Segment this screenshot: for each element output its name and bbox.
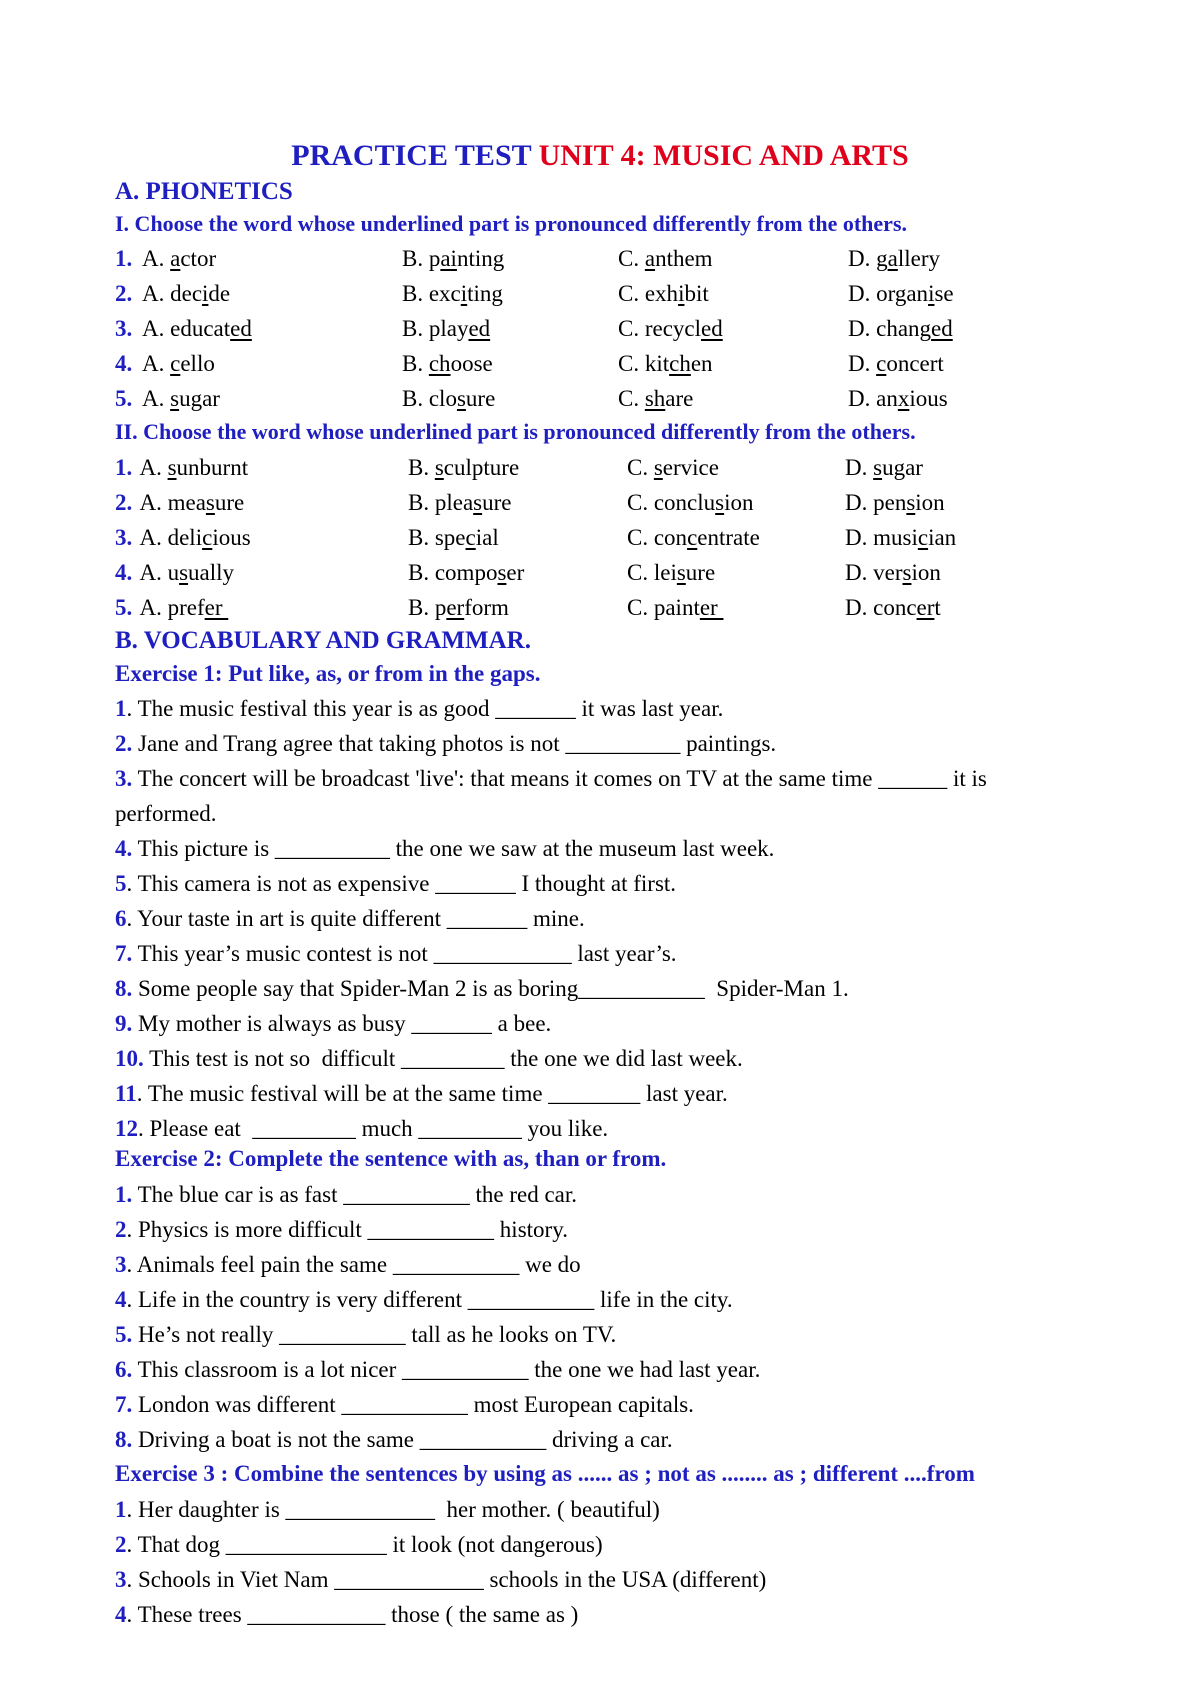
option-b [402,347,493,381]
underlined-sound: s [873,455,883,480]
underlined-sound: s [906,490,916,515]
exercise1-heading: Exercise 1: Put like, as, or from in the gaps. [115,661,541,686]
question-number: 1. [115,246,133,271]
exercise-line [115,972,849,1006]
option-d [845,591,941,625]
question-number: 2. [115,281,133,306]
option-text: C. conclu [627,490,716,515]
underlined-sound: a [887,246,898,271]
option-a [142,382,220,416]
underlined-sound: ed [468,316,491,341]
item-text: . These trees ____________ those ( the same as ) [126,1602,579,1627]
item-text: The concert will be broadcast 'live': that means it comes on TV at the same time ______ it is [132,766,987,791]
option-d [848,277,954,311]
option-d [845,556,941,590]
option-d [848,312,953,346]
question-row [0,382,1200,416]
exercise-line [115,797,217,831]
underlined-sound: i [678,281,685,306]
item-number: 3 [115,1567,127,1592]
item-text: . This camera is not as expensive _______ I thought at first. [126,871,677,896]
item-text: The blue car is as fast ___________ the red car. [132,1182,577,1207]
item-text: . The music festival will be at the same time ________ last year. [136,1081,728,1106]
option-text: C. lei [627,560,677,585]
item-text: . Please eat _________ much _________ you like. [138,1116,609,1141]
question-number: 4. [115,560,133,585]
option-text: bit [684,281,709,306]
option-b [408,451,519,485]
item-number: 7. [115,941,133,966]
underlined-sound: i [202,281,209,306]
underlined-sound: s [179,560,189,585]
option-c [627,521,760,555]
option-text: ting [467,281,503,306]
option-text: ervice [662,455,719,480]
exercise-line [115,1563,766,1597]
option-text: ious [212,525,251,550]
underlined-sound: c [202,525,213,550]
question-number: 3. [115,316,133,341]
option-b [402,277,503,311]
item-number: 2 [115,1532,127,1557]
option-text: D. ver [845,560,903,585]
question-number: 1. [115,455,133,480]
option-text: C. recycl [618,316,702,341]
option-text: C. [627,455,654,480]
item-text: This classroom is a lot nicer ___________ the one we had last year. [132,1357,761,1382]
exercise-line [115,1528,603,1562]
underlined-sound: ch [428,351,451,376]
option-text: ure [465,386,496,411]
exercise-line [115,692,723,726]
item-number: 5. [115,1322,133,1347]
item-number: 5 [115,871,127,896]
underlined-sound: er [916,595,935,620]
option-text: B. clo [402,386,457,411]
underlined-sound: ed [230,316,252,341]
option-text: D. chang [848,316,932,341]
option-text: B. [408,455,435,480]
option-b [408,556,524,590]
option-text: unburnt [176,455,249,480]
exercise-line [115,902,585,936]
exercise2-heading: Exercise 2: Complete the sentence with as, than or from. [115,1146,667,1171]
underlined-sound: c [917,525,929,550]
item-number: 3 [115,1252,127,1277]
section-b-heading: B. VOCABULARY AND GRAMMAR. [115,627,531,654]
option-text: ure [482,490,512,515]
item-number: 10. [115,1046,144,1071]
option-a [135,486,244,520]
option-text: C. kit [618,351,670,376]
item-number: 6 [115,906,127,931]
option-d [848,347,944,381]
exercise-line [115,1248,581,1282]
option-text: ctor [180,246,217,271]
option-a [135,451,248,485]
part1-instruction: I. Choose the word whose underlined part is pronounced differently from the others. [115,211,908,236]
option-text: D. musi [845,525,918,550]
item-number: 1. [115,1182,133,1207]
item-text: My mother is always as busy _______ a bee. [132,1011,552,1036]
option-a [142,242,216,276]
item-text: Driving a boat is not the same ___________ driving a car. [132,1427,673,1452]
option-text: B. compo [408,560,498,585]
option-text: ugar [882,455,923,480]
option-text: oncert [886,351,944,376]
underlined-sound: x [897,386,910,411]
underlined-sound: a [644,246,656,271]
question-row [0,347,1200,381]
option-text: D. organ [848,281,929,306]
question-row [0,277,1200,311]
section-a-heading: A. PHONETICS [115,178,293,205]
item-text: . Life in the country is very different ___________ life in the city. [126,1287,733,1312]
option-c [627,451,719,485]
option-c [627,591,723,625]
item-number: 1 [115,1497,127,1522]
question-number: 5. [115,386,133,411]
option-text: B. exc [402,281,461,306]
option-b [408,521,499,555]
option-text: A. deli [135,525,203,550]
option-b [408,591,509,625]
option-text: A. [142,386,171,411]
option-text: A. dec [142,281,203,306]
option-a [135,591,228,625]
underlined-sound: ed [701,316,723,341]
item-text: . Schools in Viet Nam _____________ schools in the USA (different) [126,1567,767,1592]
item-number: 4 [115,1287,127,1312]
underlined-sound: s [456,386,466,411]
option-c [618,312,723,346]
option-text: A. [135,455,168,480]
underlined-sound: sh [644,386,666,411]
item-text: London was different ___________ most European capitals. [132,1392,694,1417]
item-number: 3. [115,766,133,791]
option-a [135,521,251,555]
option-text: er [506,560,525,585]
exercise-line [115,762,987,796]
underlined-sound: c [876,351,887,376]
option-text: ial [475,525,499,550]
exercise-line [115,1493,660,1527]
exercise-line [115,1178,577,1212]
option-c [627,556,715,590]
item-text: performed. [115,801,217,826]
question-row [0,591,1200,625]
item-text: . That dog ______________ it look (not dangerous) [126,1532,603,1557]
exercise-line [115,1112,608,1146]
option-b [402,242,504,276]
question-row [0,486,1200,520]
underlined-sound: s [715,490,725,515]
option-text: B. p [408,595,447,620]
exercise-line [115,1007,551,1041]
underlined-sound: er [446,595,465,620]
underlined-sound: c [687,525,698,550]
option-text: llery [897,246,940,271]
option-text: B. play [402,316,469,341]
exercise-line [115,832,774,866]
item-text: Jane and Trang agree that taking photos is not __________ paintings. [132,731,777,756]
option-text: ian [928,525,957,550]
exercise3-heading: Exercise 3 : Combine the sentences by using as ...... as ; not as ........ as ; different ....from [115,1461,975,1486]
option-text: ure [214,490,245,515]
item-text: This picture is __________ the one we saw at the museum last week. [132,836,775,861]
underlined-sound: c [170,351,181,376]
option-text: ion [724,490,754,515]
option-text: D. [848,351,877,376]
option-d [848,382,948,416]
option-text: de [208,281,231,306]
option-a [142,347,215,381]
item-number: 2. [115,731,133,756]
underlined-sound: s [434,455,444,480]
option-text: A. educat [142,316,231,341]
option-text: ugar [179,386,220,411]
question-number: 4. [115,351,133,376]
item-number: 8. [115,976,133,1001]
underlined-sound: s [473,490,483,515]
question-row [0,521,1200,555]
exercise-line [115,1213,568,1247]
item-text: Some people say that Spider-Man 2 is as boring___________ Spider-Man 1. [132,976,849,1001]
option-d [845,486,945,520]
item-number: 2 [115,1217,127,1242]
exercise-line [115,1042,743,1076]
item-text: He’s not really ___________ tall as he looks on TV. [132,1322,617,1347]
question-number: 2. [115,490,133,515]
option-text: C. paint [627,595,700,620]
option-c [618,382,693,416]
option-c [618,347,713,381]
underlined-sound: s [170,386,180,411]
item-number: 6. [115,1357,133,1382]
underlined-sound: er [204,595,229,620]
question-row [0,451,1200,485]
item-number: 12 [115,1116,138,1141]
option-text: se [934,281,954,306]
item-text: . Her daughter is _____________ her mother. ( beautiful) [126,1497,660,1522]
option-c [627,486,754,520]
option-text: C. [618,386,645,411]
item-text: . Physics is more difficult ___________ history. [126,1217,568,1242]
exercise-line [115,1388,694,1422]
option-text: form [464,595,509,620]
question-row [0,242,1200,276]
option-d [848,242,940,276]
option-text: culpture [443,455,520,480]
underlined-sound: i [460,281,468,306]
underlined-sound: s [676,560,686,585]
option-text: B. plea [408,490,474,515]
question-row [0,556,1200,590]
exercise-line [115,1598,578,1632]
underlined-sound: ai [440,246,457,271]
item-number: 4 [115,1602,127,1627]
exercise-line [115,937,677,971]
option-text: A. u [135,560,180,585]
exercise-line [115,1423,673,1457]
option-text: ion [915,490,945,515]
option-text: A. [142,351,171,376]
page-title: PRACTICE TEST UNIT 4: MUSIC AND ARTS [291,139,909,172]
option-text: D. an [848,386,898,411]
exercise-line [115,1353,760,1387]
exercise-line [115,1318,616,1352]
exercise-line [115,867,676,901]
option-a [142,312,252,346]
item-number: 11 [115,1081,137,1106]
option-text: C. con [627,525,688,550]
option-text: oose [450,351,493,376]
option-text: ello [180,351,215,376]
option-text: A. pref [135,595,205,620]
option-b [402,312,490,346]
option-text: A. mea [135,490,206,515]
option-text: D. g [848,246,888,271]
underlined-sound: s [653,455,663,480]
underlined-sound: er [699,595,724,620]
underlined-sound: s [167,455,177,480]
option-text: ure [685,560,716,585]
option-text: ually [188,560,235,585]
item-number: 4. [115,836,133,861]
item-text: . Your taste in art is quite different _______ mine. [126,906,585,931]
item-text: . The music festival this year is as good _______ it was last year. [126,696,724,721]
option-c [618,277,709,311]
option-text: en [690,351,713,376]
item-number: 9. [115,1011,133,1036]
option-text: B. p [402,246,441,271]
option-text: D. [845,455,874,480]
option-text: ious [909,386,948,411]
option-text: ion [911,560,941,585]
option-text: B. [402,351,429,376]
underlined-sound: s [497,560,507,585]
option-text: C. [618,246,645,271]
option-text: C. exh [618,281,679,306]
question-number: 5. [115,595,133,620]
item-text: This test is not so difficult _________ the one we did last week. [143,1046,743,1071]
part2-instruction: II. Choose the word whose underlined part is pronounced differently from the others. [115,419,916,444]
item-text: . Animals feel pain the same ___________ we do [126,1252,581,1277]
option-text: entrate [697,525,760,550]
option-a [135,556,234,590]
underlined-sound: s [205,490,215,515]
option-text: are [665,386,694,411]
option-text: A. [142,246,171,271]
item-text: This year’s music contest is not ____________ last year’s. [132,941,677,966]
option-text: nthem [655,246,713,271]
option-text: t [934,595,941,620]
underlined-sound: i [928,281,935,306]
option-d [845,451,923,485]
item-number: 1 [115,696,127,721]
item-number: 7. [115,1392,133,1417]
underlined-sound: ed [931,316,953,341]
option-a [142,277,230,311]
option-text: B. spe [408,525,466,550]
exercise-line [115,727,776,761]
option-c [618,242,713,276]
question-number: 3. [115,525,133,550]
exercise-line [115,1283,733,1317]
underlined-sound: a [170,246,181,271]
option-d [845,521,956,555]
option-text: nting [456,246,505,271]
option-b [402,382,495,416]
option-text: D. pen [845,490,907,515]
item-number: 8. [115,1427,133,1452]
question-row [0,312,1200,346]
option-text: D. conc [845,595,917,620]
underlined-sound: c [465,525,476,550]
option-b [408,486,511,520]
underlined-sound: ch [669,351,691,376]
underlined-sound: s [902,560,912,585]
exercise-line [115,1077,728,1111]
